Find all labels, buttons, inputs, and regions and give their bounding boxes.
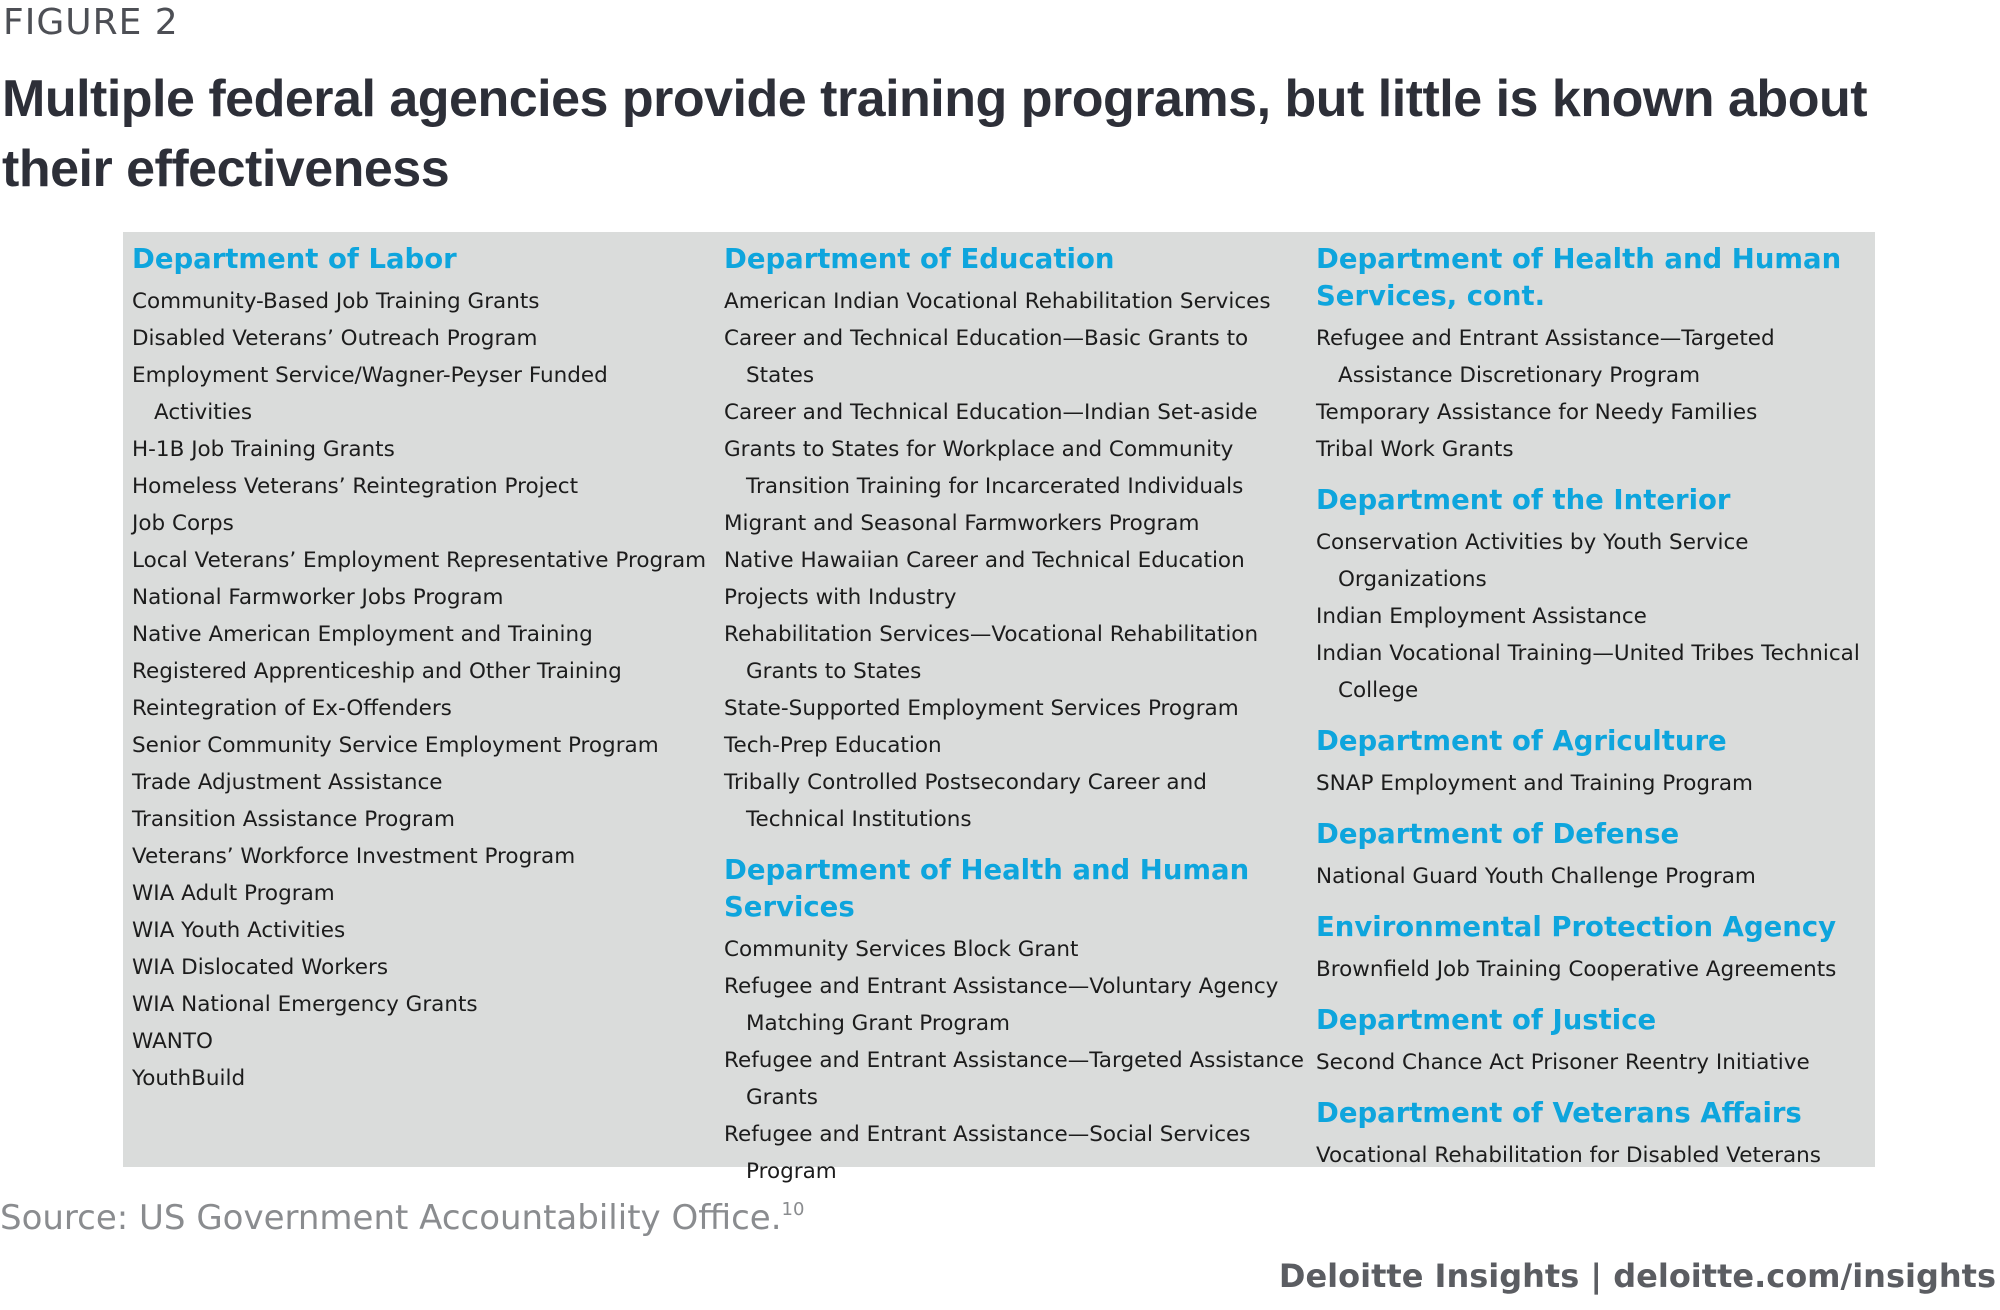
department-group bbox=[724, 852, 1312, 1190]
program-item: Career and Technical Education—Indian Set-aside bbox=[724, 400, 1258, 425]
program-item: State-Supported Employment Services Program bbox=[724, 696, 1239, 721]
program-item: H-1B Job Training Grants bbox=[132, 437, 395, 462]
program-item: Local Veterans’ Employment Representative Program bbox=[132, 548, 707, 573]
program-item: Tribally Controlled Postsecondary Career and Technical Institutions bbox=[724, 770, 1207, 832]
department-heading: Department of Health and Human Services, cont. bbox=[1316, 243, 1842, 312]
program-item: Trade Adjustment Assistance bbox=[132, 770, 443, 795]
department-group bbox=[1316, 1095, 1871, 1174]
department-group bbox=[1316, 909, 1871, 988]
program-item: WIA Youth Activities bbox=[132, 918, 346, 943]
program-item: SNAP Employment and Training Program bbox=[1316, 771, 1753, 796]
publisher-credit: Deloitte Insights | deloitte.com/insights bbox=[1278, 1257, 1996, 1295]
program-item: Senior Community Service Employment Program bbox=[132, 733, 659, 758]
program-item: National Guard Youth Challenge Program bbox=[1316, 864, 1756, 889]
program-item: WIA Dislocated Workers bbox=[132, 955, 389, 980]
program-item: Native American Employment and Training bbox=[132, 622, 593, 647]
program-list bbox=[1316, 524, 1871, 709]
department-group bbox=[132, 241, 712, 1097]
program-item: Projects with Industry bbox=[724, 585, 957, 610]
department-group bbox=[1316, 241, 1871, 468]
department-heading: Department of Labor bbox=[132, 243, 457, 275]
department-group bbox=[1316, 816, 1871, 895]
program-item: Grants to States for Workplace and Community Transition Training for Incarcerated Individuals bbox=[724, 437, 1244, 499]
source-text: Source: US Government Accountability Office. bbox=[0, 1198, 782, 1238]
program-item: Homeless Veterans’ Reintegration Project bbox=[132, 474, 579, 499]
program-item: Transition Assistance Program bbox=[132, 807, 455, 832]
program-item: Community-Based Job Training Grants bbox=[132, 289, 540, 314]
program-item: Vocational Rehabilitation for Disabled Veterans bbox=[1316, 1143, 1821, 1168]
program-item: Career and Technical Education—Basic Grants to States bbox=[724, 326, 1249, 388]
department-group bbox=[1316, 723, 1871, 802]
program-list bbox=[1316, 951, 1871, 988]
program-item: Registered Apprenticeship and Other Training bbox=[132, 659, 622, 684]
programs-panel bbox=[123, 232, 1875, 1184]
program-item: Indian Vocational Training—United Tribes Technical College bbox=[1316, 641, 1860, 703]
figure-label: FIGURE 2 bbox=[3, 2, 179, 43]
program-item: Refugee and Entrant Assistance—Targeted Assistance Grants bbox=[724, 1048, 1305, 1110]
program-item: American Indian Vocational Rehabilitation Services bbox=[724, 289, 1271, 314]
department-heading: Department of Defense bbox=[1316, 818, 1680, 850]
program-list bbox=[1316, 1044, 1871, 1081]
program-item: Employment Service/Wagner-Peyser Funded Activities bbox=[132, 363, 608, 425]
program-item: Job Corps bbox=[132, 511, 234, 536]
department-heading: Department of Veterans Affairs bbox=[1316, 1097, 1802, 1129]
program-item: Brownfield Job Training Cooperative Agreements bbox=[1316, 957, 1837, 982]
program-list bbox=[132, 283, 712, 1097]
program-item: Refugee and Entrant Assistance—Targeted Assistance Discretionary Program bbox=[1316, 326, 1775, 388]
department-heading: Department of the Interior bbox=[1316, 484, 1731, 516]
department-heading: Department of Agriculture bbox=[1316, 725, 1727, 757]
program-item: Rehabilitation Services—Vocational Rehabilitation Grants to States bbox=[724, 622, 1259, 684]
column-1 bbox=[132, 241, 712, 1097]
department-heading: Department of Health and Human Services bbox=[724, 854, 1250, 923]
source-note bbox=[0, 1198, 804, 1238]
program-item: Conservation Activities by Youth Service Organizations bbox=[1316, 530, 1749, 592]
program-item: Community Services Block Grant bbox=[724, 937, 1079, 962]
program-item: Veterans’ Workforce Investment Program bbox=[132, 844, 576, 869]
program-item: Temporary Assistance for Needy Families bbox=[1316, 400, 1758, 425]
program-item: Second Chance Act Prisoner Reentry Initiative bbox=[1316, 1050, 1810, 1075]
program-list bbox=[724, 283, 1312, 838]
department-heading: Environmental Protection Agency bbox=[1316, 911, 1837, 943]
program-item: Indian Employment Assistance bbox=[1316, 604, 1647, 629]
department-heading: Department of Justice bbox=[1316, 1004, 1657, 1036]
program-list bbox=[1316, 320, 1871, 468]
department-group bbox=[1316, 482, 1871, 709]
department-group bbox=[724, 241, 1312, 838]
column-2 bbox=[724, 241, 1312, 1190]
figure-title: Multiple federal agencies provide training programs, but little is known about their effectiveness bbox=[2, 70, 1868, 198]
department-group bbox=[1316, 1002, 1871, 1081]
program-item: Native Hawaiian Career and Technical Education bbox=[724, 548, 1245, 573]
program-item: Reintegration of Ex-Offenders bbox=[132, 696, 452, 721]
program-item: YouthBuild bbox=[132, 1066, 246, 1091]
program-item: WIA National Emergency Grants bbox=[132, 992, 478, 1017]
footnote-marker: 10 bbox=[781, 1198, 805, 1220]
program-item: National Farmworker Jobs Program bbox=[132, 585, 504, 610]
program-item: WANTO bbox=[132, 1029, 213, 1054]
program-list bbox=[1316, 1137, 1871, 1174]
program-list bbox=[724, 931, 1312, 1190]
program-item: Disabled Veterans’ Outreach Program bbox=[132, 326, 538, 351]
column-3 bbox=[1316, 241, 1871, 1174]
program-item: Refugee and Entrant Assistance—Voluntary Agency Matching Grant Program bbox=[724, 974, 1279, 1036]
program-item: WIA Adult Program bbox=[132, 881, 335, 906]
program-item: Tech-Prep Education bbox=[724, 733, 942, 758]
department-heading: Department of Education bbox=[724, 243, 1115, 275]
program-item: Refugee and Entrant Assistance—Social Services Program bbox=[724, 1122, 1251, 1184]
program-list bbox=[1316, 858, 1871, 895]
program-list bbox=[1316, 765, 1871, 802]
program-item: Tribal Work Grants bbox=[1316, 437, 1514, 462]
program-item: Migrant and Seasonal Farmworkers Program bbox=[724, 511, 1200, 536]
